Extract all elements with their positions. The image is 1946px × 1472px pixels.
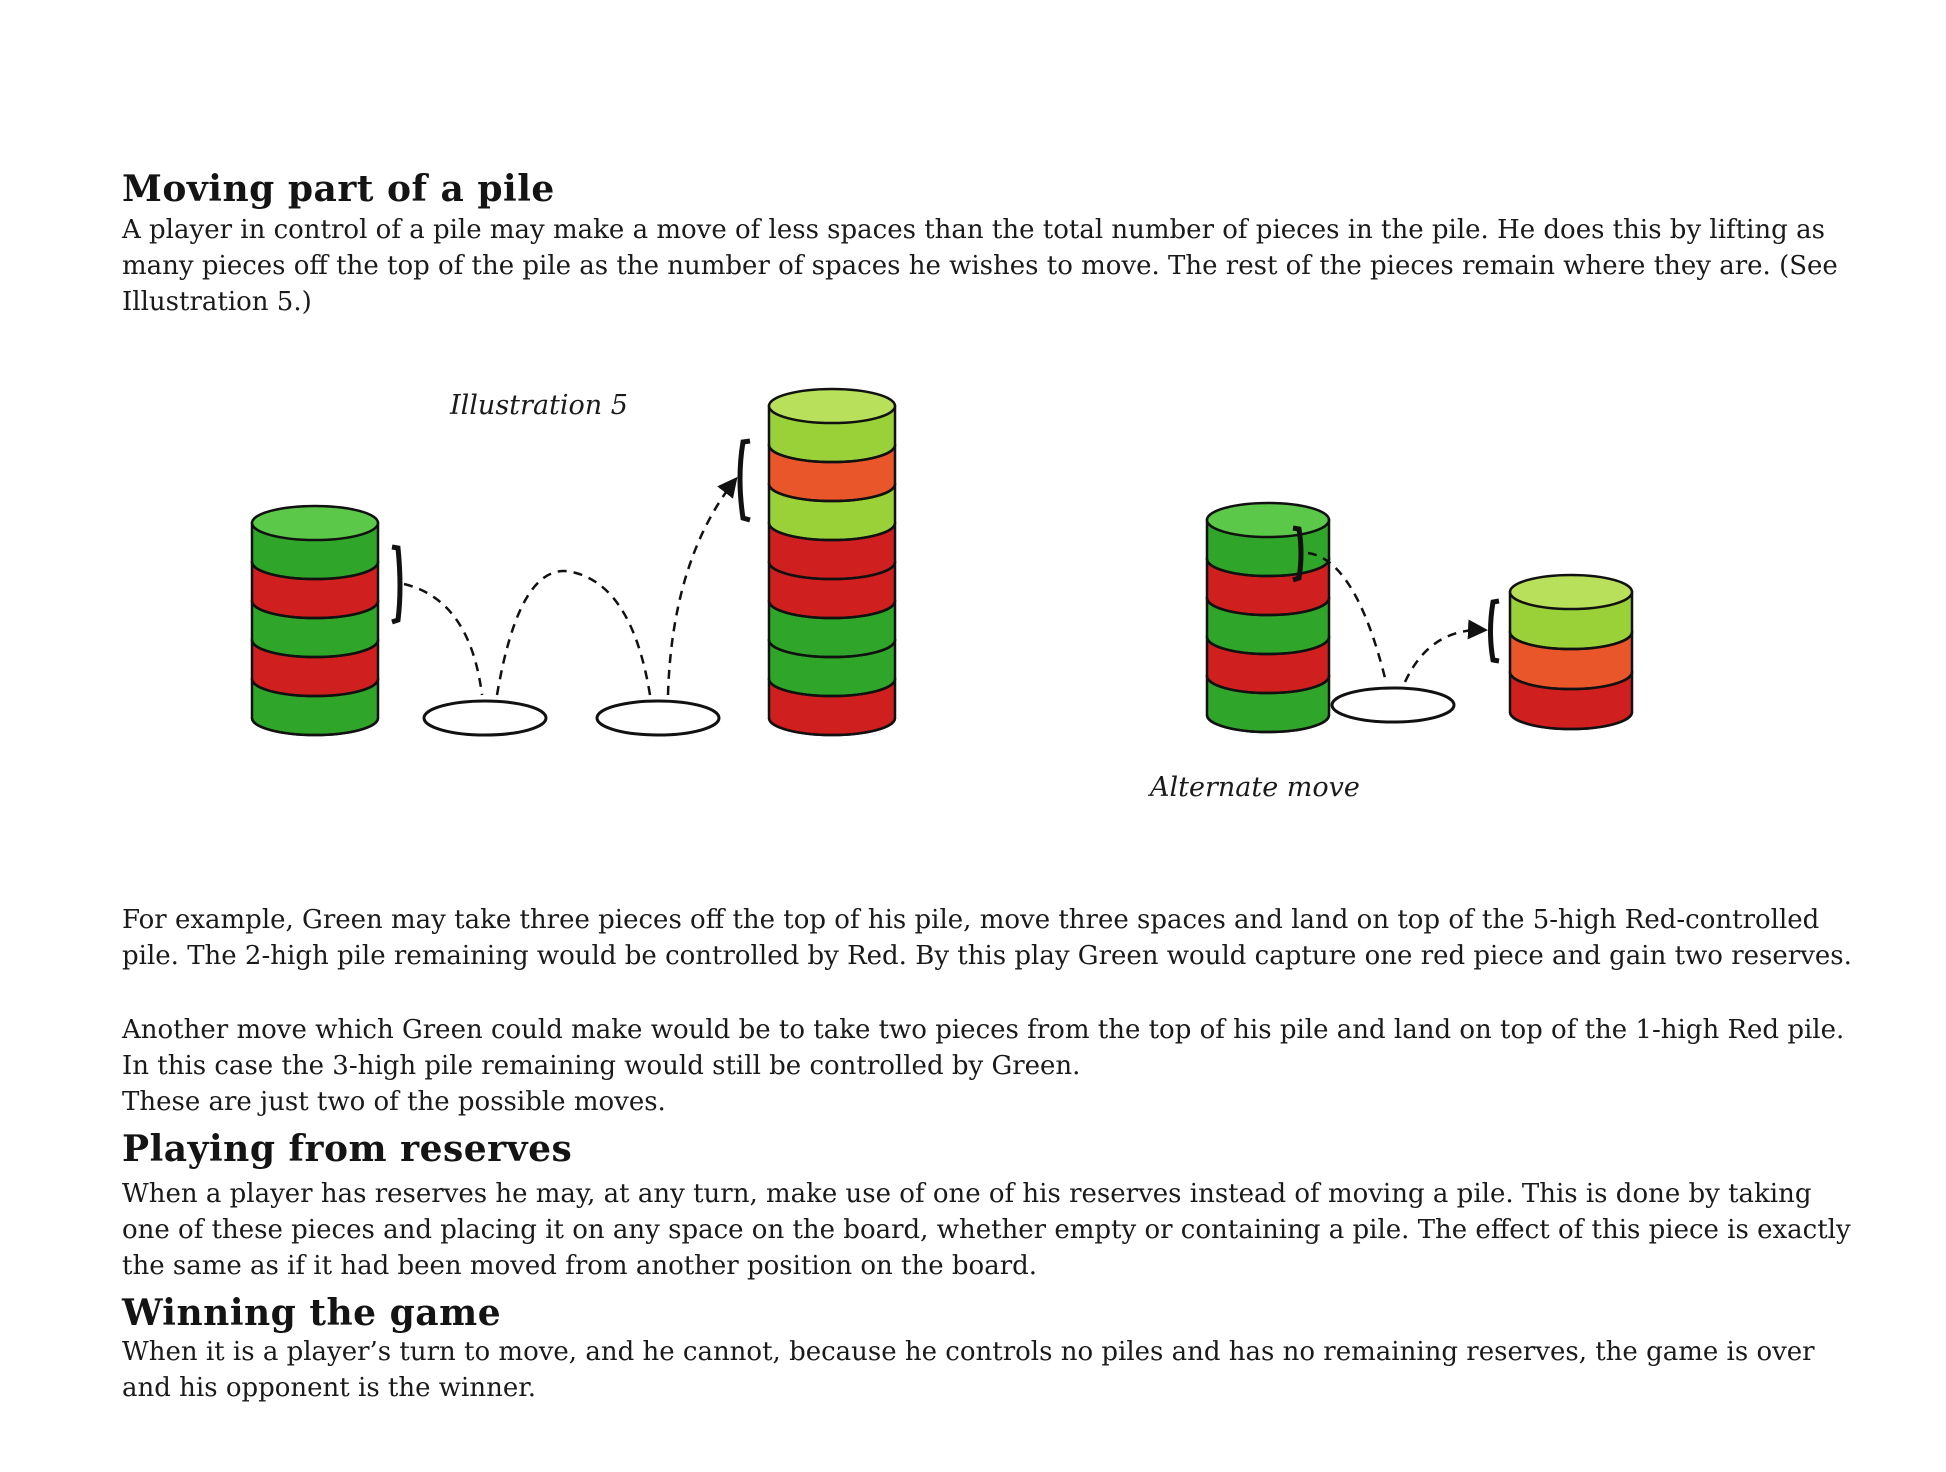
hop-arc-2 — [497, 571, 650, 695]
illustration-caption: Illustration 5 — [450, 390, 628, 421]
pile-top-cap — [252, 506, 378, 540]
hop-arc-1 — [404, 584, 482, 695]
paragraph-moving-part: A player in control of a pile may make a move of less spaces than the total number of pieces in the pile. He does this by lifting as many pieces off the top of the pile as the number of spaces he wishes to move. The rest of the pieces remain where they are. (See Illustration 5.) — [122, 215, 1838, 317]
pile-top-cap — [769, 389, 895, 423]
paragraph-winning: When it is a player’s turn to move, and he cannot, because he controls no piles and has no remaining reserves, the game is over and his opponent is the winner. — [122, 1337, 1815, 1403]
empty-space-alt — [1332, 688, 1454, 722]
heading-winning-the-game: Winning the game — [122, 1292, 502, 1334]
alternate-move-caption: Alternate move — [1150, 772, 1360, 803]
pile-top-cap — [1510, 575, 1632, 609]
pile-top-cap — [1207, 503, 1329, 537]
paragraph-example-1: For example, Green may take three pieces off the top of his pile, move three spaces and land on top of the 5-high Red-controlled pile. The 2-high pile remaining would be controlled by Red. By this play Green would capture one red piece and gain two reserves. — [122, 905, 1852, 971]
paragraph-example-3: These are just two of the possible moves. — [122, 1087, 666, 1117]
bracket-alt-target — [1491, 601, 1500, 661]
empty-space-1 — [424, 701, 546, 735]
empty-space-2 — [597, 701, 719, 735]
hop-arc-alt-2 — [1405, 630, 1484, 682]
pile-alt-source — [1207, 503, 1329, 732]
pile-main-target — [769, 389, 895, 735]
paragraph-reserves: When a player has reserves he may, at any turn, make use of one of his reserves instead of moving a pile. This is done by taking one of these pieces and placing it on any space on the board, whether empty or containing a pile. The effect of this piece is exactly the same as if it had been moved from another position on the board. — [122, 1179, 1851, 1281]
bracket-main-target — [740, 441, 750, 520]
hop-arc-3 — [668, 480, 735, 695]
heading-playing-from-reserves: Playing from reserves — [122, 1128, 573, 1170]
pile-main-source — [252, 506, 378, 735]
bracket-main-source — [392, 547, 400, 622]
heading-moving-part: Moving part of a pile — [122, 168, 555, 210]
paragraph-example-2: Another move which Green could make would be to take two pieces from the top of his pile and land on top of the 1-high Red pile. In this case the 3-high pile remaining would still be controlled by Green. — [122, 1015, 1845, 1081]
pile-alt-target — [1510, 575, 1632, 729]
